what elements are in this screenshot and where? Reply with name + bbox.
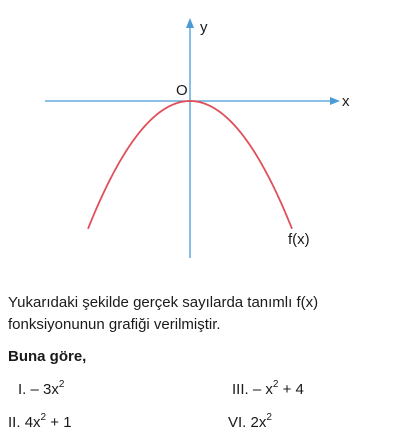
option-numeral: II. bbox=[8, 414, 21, 431]
option-expression: – x bbox=[252, 381, 273, 398]
y-axis-label: y bbox=[200, 19, 208, 36]
x-axis-label: x bbox=[342, 93, 350, 110]
option-expression: – 3x bbox=[30, 381, 59, 398]
option-expression: 2x bbox=[250, 414, 267, 431]
x-axis-arrow-icon bbox=[330, 97, 340, 105]
option-vi bbox=[228, 413, 272, 431]
option-numeral: VI. bbox=[228, 414, 247, 431]
curve-label: f(x) bbox=[288, 231, 310, 248]
question-prompt: Buna göre, bbox=[8, 348, 87, 365]
option-exponent: 2 bbox=[272, 379, 279, 390]
option-numeral: I. bbox=[18, 381, 27, 398]
option-expression-tail: + 4 bbox=[278, 381, 304, 398]
option-expression-tail: + 1 bbox=[46, 414, 72, 431]
option-iii bbox=[232, 380, 304, 398]
y-axis-arrow-icon bbox=[186, 18, 194, 28]
option-ii bbox=[8, 413, 72, 431]
option-exponent: 2 bbox=[40, 412, 47, 423]
option-exponent: 2 bbox=[58, 379, 65, 390]
option-i bbox=[18, 380, 64, 398]
option-exponent: 2 bbox=[266, 412, 272, 423]
option-numeral: III. bbox=[232, 381, 249, 398]
origin-label: O bbox=[176, 82, 188, 99]
option-expression: 4x bbox=[24, 414, 41, 431]
question-text: Yukarıdaki şekilde gerçek sayılarda tanımlı f(x) fonksiyonunun grafiği verilmiştir. bbox=[8, 294, 319, 333]
